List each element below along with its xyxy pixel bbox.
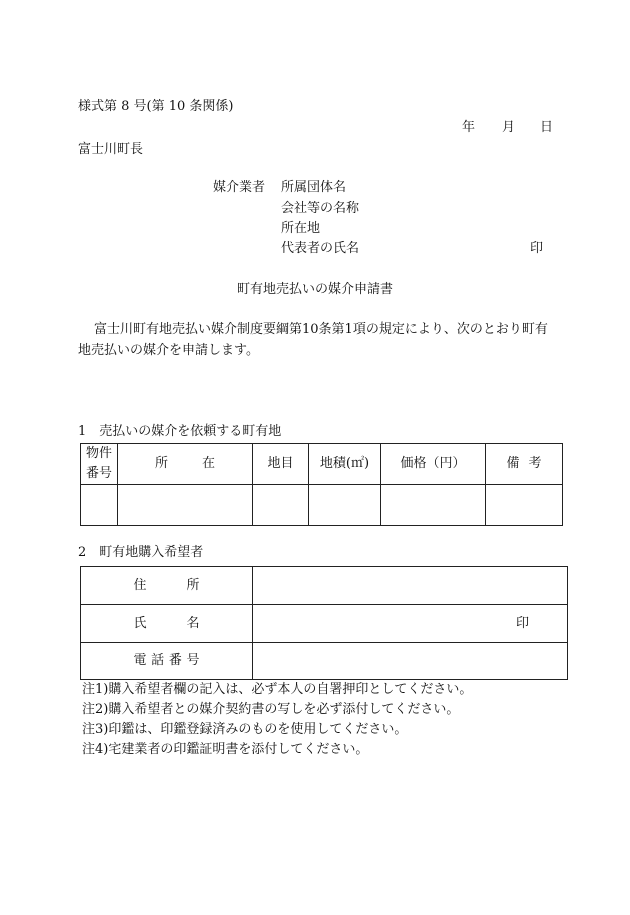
property-table (80, 443, 563, 526)
purchaser-phone-row (81, 643, 568, 680)
form-number: 様式第 8 号(第 10 条関係) (78, 99, 234, 114)
broker-field-address: 所在地 (281, 221, 321, 236)
header-price: 価格（円） (381, 444, 486, 485)
note-3: 注3)印鑑は、印鑑登録済みのものを使用してください。 (82, 722, 408, 737)
header-remarks-label: 備考 (506, 456, 542, 471)
purchaser-phone-value (253, 643, 568, 680)
cell-remarks (486, 485, 563, 526)
header-land-category: 地目 (253, 444, 309, 485)
table-row (81, 485, 563, 526)
addressee: 富士川町長 (78, 142, 144, 157)
header-location-label: 所在 (155, 456, 215, 471)
purchaser-name-label-cell (81, 605, 253, 643)
note-1: 注1)購入希望者欄の記入は、必ず本人の自署押印としてください。 (82, 682, 473, 697)
cell-property-number (81, 485, 118, 526)
header-area: 地積(㎡) (309, 444, 381, 485)
note-2: 注2)購入希望者との媒介契約書の写しを必ず添付してください。 (82, 702, 460, 717)
purchaser-name-row (81, 605, 568, 643)
broker-seal-mark: 印 (530, 241, 544, 256)
date-month-label: 月 (502, 120, 516, 135)
cell-land-category (253, 485, 309, 526)
header-property-number (81, 444, 118, 485)
cell-area (309, 485, 381, 526)
purchaser-phone-label: 電話番号 (133, 653, 200, 668)
header-remarks (486, 444, 563, 485)
broker-field-organization: 所属団体名 (281, 180, 347, 195)
broker-field-representative: 代表者の氏名 (281, 241, 360, 256)
header-property-number-line1: 物件 (85, 446, 112, 461)
purchaser-seal-mark: 印 (515, 615, 529, 631)
purchaser-address-label: 住所 (133, 577, 200, 593)
header-location (118, 444, 253, 485)
date-day-label: 日 (540, 120, 554, 135)
purchaser-name-value (253, 605, 568, 643)
purchaser-table (80, 566, 568, 680)
section1-heading: 1 売払いの媒介を依頼する町有地 (78, 424, 282, 439)
header-property-number-line2: 番号 (85, 466, 112, 481)
purchaser-address-row (81, 567, 568, 605)
body-line-1: 富士川町有地売払い媒介制度要綱第10条第1項の規定により、次のとおり町有 (94, 322, 548, 337)
table-header-row (81, 444, 563, 485)
document-title: 町有地売払いの媒介申請書 (237, 282, 394, 297)
purchaser-address-value (253, 567, 568, 605)
cell-price (381, 485, 486, 526)
purchaser-address-label-cell (81, 567, 253, 605)
cell-location (118, 485, 253, 526)
note-4: 注4)宅建業者の印鑑証明書を添付してください。 (82, 742, 369, 757)
purchaser-name-label: 氏名 (133, 615, 200, 631)
section2-heading: 2 町有地購入希望者 (78, 545, 204, 560)
date-year-label: 年 (462, 120, 476, 135)
purchaser-phone-label-cell (81, 643, 253, 680)
broker-field-company-name: 会社等の名称 (281, 201, 360, 216)
body-line-2: 地売払いの媒介を申請します。 (78, 343, 259, 358)
broker-heading: 媒介業者 (213, 180, 266, 195)
